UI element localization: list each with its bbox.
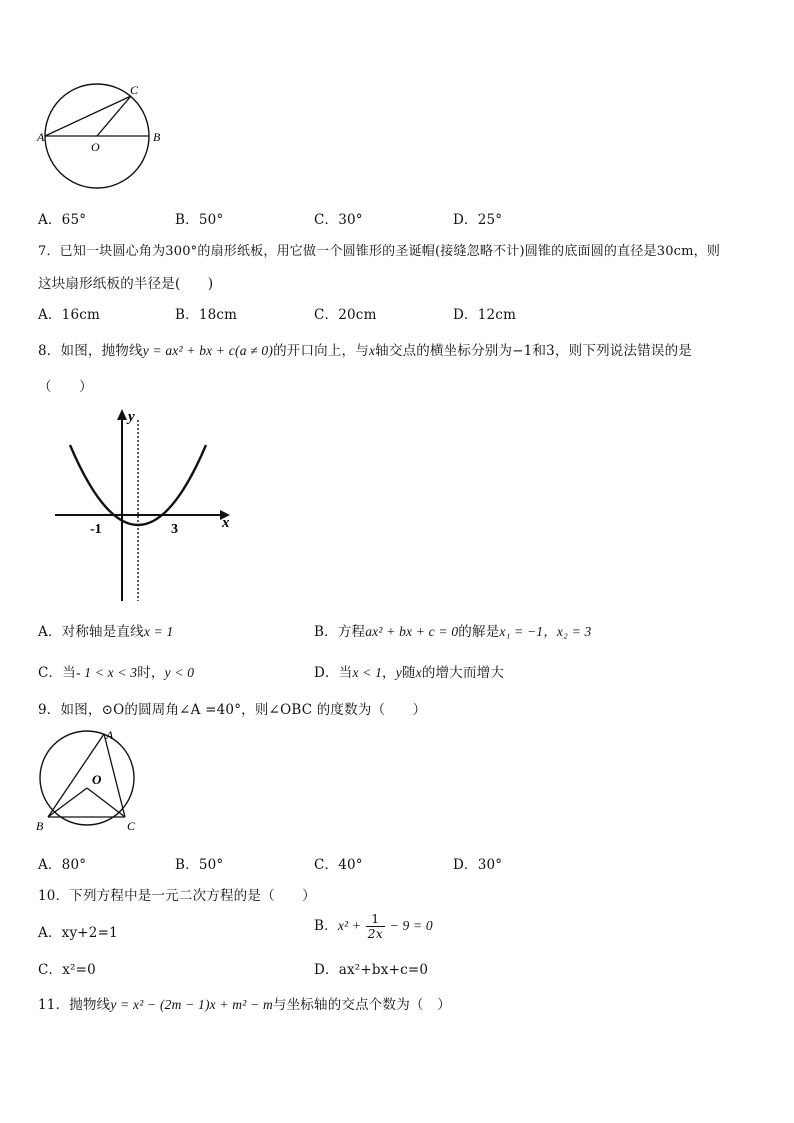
q10-stem: 10．下列方程中是一元二次方程的是（ ） xyxy=(38,888,316,904)
q8-option-c[interactable] xyxy=(38,661,194,681)
q7-option-c[interactable]: C．20cm xyxy=(314,307,377,323)
q9-option-c[interactable]: C．40° xyxy=(314,857,363,873)
q8-label-x: x xyxy=(222,515,230,531)
q8-roots: −1和3 xyxy=(512,343,555,359)
q9-option-a[interactable]: A．80° xyxy=(38,857,87,873)
q7-option-b[interactable]: B．18cm xyxy=(175,307,238,323)
q8-option-b-math1: ax² + bx + c = 0 xyxy=(365,624,459,639)
q8-mid2: 轴交点的横坐标分别为 xyxy=(375,343,513,359)
q9-label-b: B xyxy=(36,819,44,833)
q11-formula: y = x² − (2m − 1)x + m² − m xyxy=(110,997,273,1012)
q8-option-c-text: C．当 xyxy=(38,665,76,681)
q7-option-a[interactable]: A．16cm xyxy=(38,307,100,323)
q6-label-o: O xyxy=(91,140,100,154)
q9-circle xyxy=(40,731,134,825)
q10-option-c[interactable]: C．x²=0 xyxy=(38,962,96,978)
q8-option-b-mid: 的解是 xyxy=(458,624,500,640)
q6-option-d[interactable]: D．25° xyxy=(453,212,503,228)
q6-label-c: C xyxy=(130,83,139,97)
q8-option-b[interactable] xyxy=(314,620,591,640)
q10-option-a[interactable]: A．xy+2=1 xyxy=(38,925,118,941)
q9-radius-ob xyxy=(48,788,87,817)
q9-label-c: C xyxy=(127,819,136,833)
q10-option-b-fraction xyxy=(366,912,385,941)
q8-option-c-math1: - 1 < x < 3 xyxy=(75,665,138,680)
q6-label-b: B xyxy=(153,130,161,144)
q8-stem xyxy=(38,339,692,359)
q8-option-d-x: x xyxy=(415,665,422,680)
q6-label-a: A xyxy=(37,130,45,144)
q6-circle-figure xyxy=(30,80,180,195)
q11-prefix: 11．抛物线 xyxy=(38,997,111,1013)
q8-option-c-math2: y < 0 xyxy=(164,665,195,680)
q8-option-d-mid2: 随 xyxy=(401,665,416,681)
q10-option-d[interactable]: D．ax²+bx+c=0 xyxy=(314,962,429,978)
q9-circle-figure xyxy=(28,726,148,836)
q8-option-a-text: A．对称轴是直线 xyxy=(38,624,144,640)
q8-label-neg1: -1 xyxy=(90,522,102,537)
q9-stem: 9．如图，⊙O的圆周角∠A =40°，则∠OBC 的度数为（ ） xyxy=(38,702,427,718)
q11-stem xyxy=(38,993,451,1013)
q10-frac-numerator: 1 xyxy=(366,912,385,927)
q8-option-b-text: B．方程 xyxy=(314,624,366,640)
q8-label-y: y xyxy=(128,409,135,425)
q8-option-b-math2: x₁ = −1，x₂ = 3 xyxy=(499,624,592,639)
q8-y-arrow-icon xyxy=(117,409,127,420)
q8-option-d-math1: x < 1 xyxy=(352,665,383,680)
q8-label-3: 3 xyxy=(171,522,178,537)
q9-label-o: O xyxy=(92,772,102,787)
q8-option-d-end: 的增大而增大 xyxy=(421,665,505,681)
q6-option-c[interactable]: C．30° xyxy=(314,212,363,228)
q8-option-c-mid: 时， xyxy=(137,665,165,681)
q8-option-d-mid1: ， xyxy=(382,665,396,681)
q7-option-d[interactable]: D．12cm xyxy=(453,307,517,323)
q6-option-b[interactable]: B．50° xyxy=(175,212,224,228)
q8-xvar: x xyxy=(368,343,376,358)
q8-option-d-y: y xyxy=(395,665,402,680)
q9-option-d[interactable]: D．30° xyxy=(453,857,503,873)
q8-option-d-text: D．当 xyxy=(314,665,353,681)
q8-formula: y = ax² + bx + c(a ≠ 0) xyxy=(142,343,274,358)
q8-option-a[interactable] xyxy=(38,620,173,640)
q10-option-b-post: − 9 = 0 xyxy=(389,918,433,933)
q8-suffix: ，则下列说法错误的是 xyxy=(554,343,692,359)
q10-option-b-pre: x² + xyxy=(337,918,362,933)
q7-stem-line2: 这块扇形纸板的半径是( ) xyxy=(38,276,214,292)
q8-parabola-graph xyxy=(50,405,250,605)
q8-option-d[interactable] xyxy=(314,661,504,681)
q9-label-a: A xyxy=(106,728,114,742)
q8-option-a-math: x = 1 xyxy=(143,624,174,639)
q8-answer-paren: （ ） xyxy=(38,379,93,395)
q10-option-b-label: B． xyxy=(314,918,338,934)
q8-mid1: 的开口向上，与 xyxy=(273,343,369,359)
q6-radius-oc xyxy=(97,96,131,136)
q6-option-a[interactable]: A．65° xyxy=(38,212,87,228)
q7-stem-line1: 7．已知一块圆心角为300°的扇形纸板，用它做一个圆锥形的圣诞帽(接缝忽略不计)圆锥的底面圆的直径是30cm，则 xyxy=(38,244,721,259)
q9-option-b[interactable]: B．50° xyxy=(175,857,224,873)
q10-frac-denominator: 2x xyxy=(367,926,384,941)
q10-option-b[interactable] xyxy=(314,912,433,941)
q11-suffix: 与坐标轴的交点个数为（ ） xyxy=(272,997,452,1013)
q8-prefix: 8．如图，抛物线 xyxy=(38,343,143,359)
